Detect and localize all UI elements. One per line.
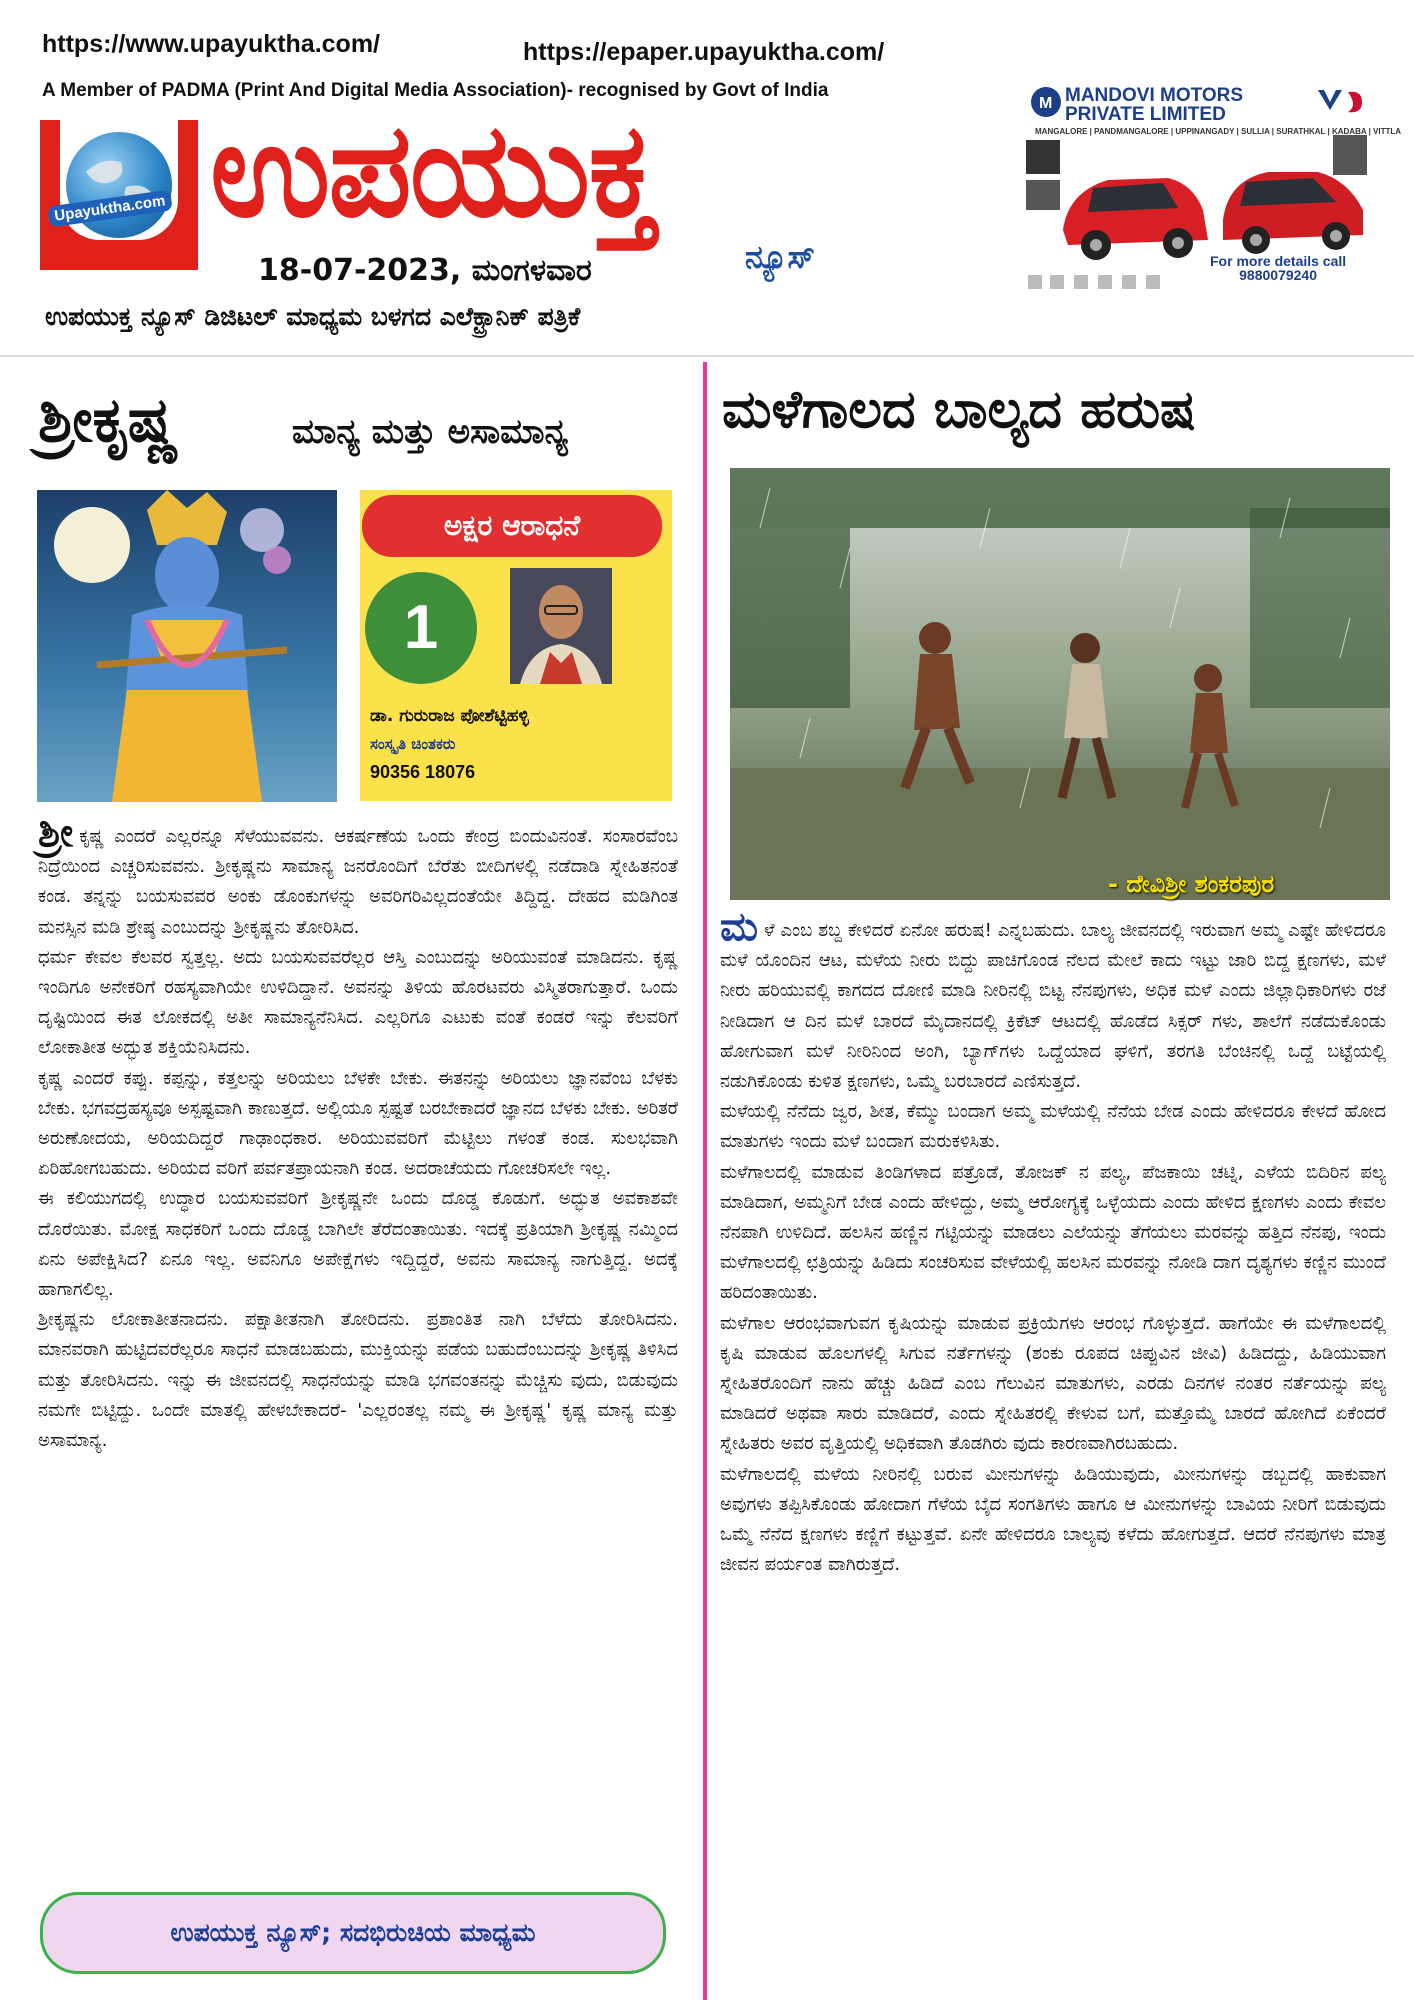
upayuktha-logo [40,120,198,270]
photo-credit: - ದೇವಿಶ್ರೀ ಶಂಕರಪುರ [1108,870,1275,898]
paragraph: ಕೃಷ್ಣ ಎಂದರೆ ಕಪ್ಪು. ಕಪ್ಪನ್ನು, ಕತ್ತಲನ್ನು ಅರಿಯಲು ಬೆಳಕೇ ಬೇಕು. ಈತನನ್ನು ಅರಿಯಲು ಜ್ಞಾನವೆಂಬ ಬೆಳಕು ಬೇಕು. ಭಗವದ್ರಹಸ್ಯವೂ ಅಸ್ಪಷ್ಟವಾಗಿ ಕಾಣುತ್ತದೆ. ಅಲ್ಲಿಯೂ ಸ್ಪಷ್ಟತೆ ಬರಬೇಕಾದರೆ ಜ್ಞಾನದ ಬೆಳಕು ಬೇಕು. ಅರಿತರೆ ಅರುಣೋದಯ, ಅರಿಯದಿದ್ದರೆ ಗಾಢಾಂಧಕಾರ. ಅರಿಯುವವರಿಗೆ ಮೆಟ್ಟಿಲು ಗಳಂತೆ ಕಂಡ. ಸುಲಭವಾಗಿ ಏರಿಹೋಗಬಹುದು. ಅರಿಯದ ವರಿಗೆ ಪರ್ವತಪ್ರಾಯನಾಗಿ ಕಂಡ. ಅದರಾಚೆಯದು ಗೋಚರಿಸಲೇ ಇಲ್ಲ. [38,1067,678,1180]
right-article-body [720,904,1386,1580]
author-photo [510,568,612,684]
header-rule [0,355,1414,357]
paragraph-text: ಕೃಷ್ಣ ಎಂದರೆ ಎಲ್ಲರನ್ನೂ ಸೆಳೆಯುವವನು. ಆಕರ್ಷಣೆಯ ಒಂದು ಕೇಂದ್ರ ಬಿಂದುವಿನಂತೆ. ಸಂಸಾರವೆಂಬ ನಿದ್ರೆಯಿಂದ ಎಚ್ಚರಿಸುವವನು. ಶ್ರೀಕೃಷ್ಣನು ಸಾಮಾನ್ಯ ಜನರೊಂದಿಗೆ ಬೆರೆತು ಬೀದಿಗಳಲ್ಲಿ ನಡೆದಾಡಿ ಸ್ನೇಹಿತನಂತೆ ಕಂಡ. ತನ್ನನ್ನು ಬಯಸುವವರ ಅಂಕು ಡೊಂಕುಗಳನ್ನು ಅವರಿಗರಿವಿಲ್ಲದಂತೆಯೇ ತಿದ್ದಿದ್ದ. ದೇಹದ ಮಡಿಗಿಂತ ಮನಸ್ಸಿನ ಮಡಿ ಶ್ರೇಷ್ಠ ಎಂಬುದನ್ನು ಶ್ರೀಕೃಷ್ಣನು ತೋರಿಸಿದ. [38,826,678,938]
logo-label: Upayuktha.com [47,189,172,227]
krishna-image [37,490,337,802]
paragraph: ಮಳೆಯಲ್ಲಿ ನೆನೆದು ಜ್ವರ, ಶೀತ, ಕೆಮ್ಮು ಬಂದಾಗ ಅಮ್ಮ ಮಳೆಯಲ್ಲಿ ನೆನೆಯ ಬೇಡ ಎಂದು ಹೇಳಿದರೂ ಕೇಳದೆ ಹೋದ ಮಾತುಗಳು ಇಂದು ಮಳೆ ಬಂದಾಗ ಮರುಕಳಿಸಿತು. [720,1101,1386,1153]
ad-brand-line1: MANDOVI MOTORS [1065,85,1244,106]
issue-date: 18-07-2023, ಮಂಗಳವಾರ [258,253,592,288]
epaper-url[interactable]: https://epaper.upayuktha.com/ [523,38,885,66]
svg-text:M: M [1039,95,1053,112]
ad-branches: MANGALORE | PANDMANGALORE | UPPINANGADY | SULLIA | SURATHKAL | KADABA | VITTLA [1035,127,1402,136]
tagline: ಉಪಯುಕ್ತ ನ್ಯೂಸ್ ಡಿಜಿಟಲ್ ಮಾಧ್ಯಮ ಬಳಗದ ಎಲೆಕ್ಟ್ರಾನಿಕ್ ಪತ್ರಿಕೆ [45,302,581,331]
children-in-rain-photo [730,468,1390,900]
left-article-subtitle: ಮಾನ್ಯ ಮತ್ತು ಅಸಾಮಾನ್ಯ [292,412,569,452]
masthead-title: ಉಪಯುಕ್ತ [210,94,656,246]
membership-line: A Member of PADMA (Print And Digital Media Association)- recognised by Govt of India [42,80,829,101]
ad-brand-name [1065,86,1243,124]
ad-contact-line1: For more details call [1210,253,1347,269]
drop-cap: ಮ [720,904,759,950]
paragraph [38,810,678,943]
news-label: ನ್ಯೂಸ್ [745,238,815,276]
paragraph: ಧರ್ಮ ಕೇವಲ ಕೆಲವರ ಸ್ವತ್ತಲ್ಲ. ಅದು ಬಯಸುವವರೆಲ್ಲರ ಆಸ್ತಿ ಎಂಬುದನ್ನು ಅರಿಯುವಂತೆ ಮಾಡಿದನು. ಕೃಷ್ಣ ಇಂದಿಗೂ ಅನೇಕರಿಗೆ ರಹಸ್ಯವಾಗಿಯೇ ಉಳಿದಿದ್ದಾನೆ. ಅವನನ್ನು ತಿಳಿಯ ಹೊರಟವರು ವಿಸ್ಮಿತರಾಗುತ್ತಾರೆ. ಒಂದು ದೃಷ್ಟಿಯಿಂದ ಈತ ಲೋಕದಲ್ಲಿ ಅತೀ ಸಾಮಾನ್ಯನೆನಿಸಿದ. ಎಲ್ಲರಿಗೂ ಎಟುಕು ವಂತೆ ಕಂಡರೆ ಇನ್ನು ಕೆಲವರಿಗೆ ಲೋಕಾತೀತ ಅದ್ಭುತ ಶಕ್ತಿಯೆನಿಸಿದನು. [38,946,678,1059]
column-badge: ಅಕ್ಷರ ಆರಾಧನೆ [362,495,662,557]
ad-contact-phone: 9880079240 [1239,267,1318,283]
ad-brand-line2: PRIVATE LIMITED [1065,104,1226,125]
paragraph: ಶ್ರೀಕೃಷ್ಣನು ಲೋಕಾತೀತನಾದನು. ಪಕ್ಷಾತೀತನಾಗಿ ತೋರಿದನು. ಪ್ರಶಾಂತಿತ ನಾಗಿ ಬೆಳೆದು ತೋರಿಸಿದನು. ಮಾನವರಾಗಿ ಹುಟ್ಟಿದವರೆಲ್ಲರೂ ಸಾಧನೆ ಮಾಡಬಹುದು, ಮುಕ್ತಿಯನ್ನು ಪಡೆಯ ಬಹುದೆಂಬುದನ್ನು ಶ್ರೀಕೃಷ್ಣ ತಿಳಿಸಿದ ಮತ್ತು ತೋರಿಸಿದನು. ಇನ್ನು ಈ ಜೀವನದಲ್ಲಿ ಸಾಧನೆಯನ್ನು ಮಾಡಿ ಭಗವಂತನನ್ನು ಮೆಚ್ಚಿಸು ವುದು, ಬಿಡುವುದು ನಮಗೇ ಬಿಟ್ಟಿದ್ದು. ಒಂದೇ ಮಾತಲ್ಲಿ ಹೇಳಬೇಕಾದರೆ- 'ಎಲ್ಲರಂತಲ್ಲ ನಮ್ಮ ಈ ಶ್ರೀಕೃಷ್ಣ' ಕೃಷ್ಣ ಮಾನ್ಯ ಮತ್ತು ಅಸಾಮಾನ್ಯ. [38,1309,678,1452]
paragraph: ಮಳೆಗಾಲದಲ್ಲಿ ಮಳೆಯ ನೀರಿನಲ್ಲಿ ಬರುವ ಮೀನುಗಳನ್ನು ಹಿಡಿಯುವುದು, ಮೀನುಗಳನ್ನು ಡಬ್ಬದಲ್ಲಿ ಹಾಕುವಾಗ ಅವುಗಳು ತಪ್ಪಿಸಿಕೊಂಡು ಹೋದಾಗ ಗೆಳೆಯ ಬೈದ ಸಂಗತಿಗಳು ಹಾಗೂ ಆ ಮೀನುಗಳನ್ನು ಬಾವಿಯ ನೀರಿಗೆ ಬಿಡುವುದು ಒಮ್ಮೆ ನೆನೆದ ಕ್ಷಣಗಳು ಕಣ್ಣಿಗೆ ಕಟ್ಟುತ್ತವೆ. ಏನೇ ಹೇಳಿದರೂ ಬಾಲ್ಯವು ಕಳೆದು ಹೋಗುತ್ತದೆ. ಆದರೆ ನೆನಪುಗಳು ಮಾತ್ರ ಜೀವನ ಪರ್ಯಂತ ವಾಗಿರುತ್ತದೆ. [720,1463,1386,1576]
paragraph [720,904,1386,1097]
author-role: ಸಂಸ್ಕೃತಿ ಚಿಂತಕರು [370,735,456,753]
left-article-title: ಶ್ರೀಕೃಷ್ಣ [38,383,179,456]
author-name: ಡಾ. ಗುರುರಾಜ ಪೋಶೆಟ್ಟಿಹಳ್ಳಿ [370,706,529,726]
right-article-title: ಮಳೆಗಾಲದ ಬಾಲ್ಯದ ಹರುಷ [722,380,1196,440]
column-divider [703,362,707,2000]
paragraph: ಮಳೆಗಾಲ ಆರಂಭವಾಗುವಗ ಕೃಷಿಯನ್ನು ಮಾಡುವ ಪ್ರಕ್ರಿಯೆಗಳು ಆರಂಭ ಗೊಳ್ಳುತ್ತದೆ. ಹಾಗೆಯೇ ಈ ಮಳೆಗಾಲದಲ್ಲಿ ಕೃಷಿ ಮಾಡುವ ಹೊಲಗಳಲ್ಲಿ ಸಿಗುವ ನರ್ತೆಗಳನ್ನು (ಶಂಕು ರೂಪದ ಚಿಪ್ಪುವಿನ ಜೀವಿ) ಹಿಡಿದದ್ದು, ಹಿಡಿಯುವಾಗ ಸ್ನೇಹಿತರೊಂದಿಗೆ ನಾನು ಹೆಚ್ಚು ಹಿಡಿದೆ ಎಂಬ ಗೆಲುವಿನ ಮಾತುಗಳು, ಎರಡು ದಿನಗಳ ನಂತರ ನರ್ತೆಯನ್ನು ಪಲ್ಯ ಮಾಡಿದರೆ ಅಥವಾ ಸಾರು ಮಾಡಿದರೆ, ಎಂದು ಸ್ನೇಹಿತರಲ್ಲಿ ಕೇಳುವ ಬಗೆ, ಮತ್ತೊಮ್ಮೆ ಬಾರದೆ ಹೋಗಿದೆ ಏಕೆಂದರೆ ಸ್ನೇಹಿತರು ಅವರ ವೃತ್ತಿಯಲ್ಲಿ ಅಧಿಕವಾಗಿ ತೊಡಗಿರು ವುದು ಕಾರಣವಾಗಿರಬಹುದು. [720,1312,1386,1455]
column-number: 1 [365,572,477,684]
paragraph: ಮಳೆಗಾಲದಲ್ಲಿ ಮಾಡುವ ತಿಂಡಿಗಳಾದ ಪತ್ರೊಡೆ, ತೋಜಕ್ ನ ಪಲ್ಯ, ಪೆಜಕಾಯಿ ಚಟ್ನಿ, ಎಳೆಯ ಬಿದಿರಿನ ಪಲ್ಯ ಮಾಡಿದಾಗ, ಅಮ್ಮನಿಗೆ ಬೇಡ ಎಂದು ಹೇಳಿದ್ದು, ಅಮ್ಮ ಆರೋಗ್ಯಕ್ಕೆ ಒಳ್ಳೆಯದು ಎಂದು ಹೇಳಿದ ಕ್ಷಣಗಳು ಎಂದು ಕೇವಲ ನೆನಪಾಗಿ ಉಳಿದಿದೆ. ಹಲಸಿನ ಹಣ್ಣಿನ ಗಟ್ಟಿಯನ್ನು ಮಾಡಲು ಎಲೆಯನ್ನು ತೆಗೆಯಲು ಮರವನ್ನು ಹತ್ತಿದ ನೆನಪು, ಇಂದು ಮಳೆಗಾಲದಲ್ಲಿ ಛತ್ರಿಯನ್ನು ಹಿಡಿದು ಸಂಚರಿಸುವ ವೇಳೆಯಲ್ಲಿ ಹಲಸಿನ ಮರವನ್ನು ನೋಡಿ ದಾಗ ದೃಶ್ಯಗಳು ಕಣ್ಣಿನ ಮುಂದೆ ಹರಿದಂತಾಯಿತು. [720,1161,1386,1304]
left-article-body [38,810,678,1456]
ad-contact[interactable] [1210,254,1346,282]
author-phone[interactable]: 90356 18076 [370,762,476,782]
paragraph-text: ಳೆ ಎಂಬ ಶಬ್ದ ಕೇಳಿದರೆ ಏನೋ ಹರುಷ! ಎನ್ನಬಹುದು. ಬಾಲ್ಯ ಜೀವನದಲ್ಲಿ ಇರುವಾಗ ಅಮ್ಮ ಎಷ್ಟೇ ಹೇಳಿದರೂ ಮಳೆ ಯೊಂದಿನ ಆಟ, ಮಳೆಯ ನೀರು ಬಿದ್ದು ಪಾಚಿಗೊಂಡ ನೆಲದ ಮೇಲೆ ಕಾದು ಇಟ್ಟು ಜಾರಿ ಬಿದ್ದ ಕ್ಷಣಗಳು, ಮಳೆ ನೀರು ಹರಿಯುವಲ್ಲಿ ಕಾಗದದ ದೋಣಿ ಮಾಡಿ ನೀರಿನಲ್ಲಿ ಬಿಟ್ಟ ನೆನಪುಗಳು, ಅಧಿಕ ಮಳೆ ಎಂದು ಜಿಲ್ಲಾಧಿಕಾರಿಗಳು ರಜೆ ನೀಡಿದಾಗ ಆ ದಿನ ಮಳೆ ಬಾರದೆ ಮೈದಾನದಲ್ಲಿ ಕ್ರಿಕೆಟ್ ಆಟದಲ್ಲಿ ಹೊಡೆದ ಸಿಕ್ಸರ್ ಗಳು, ಶಾಲೆಗೆ ನಡೆದುಕೊಂಡು ಹೋಗುವಾಗ ಮಳೆ ನೀರಿನಿಂದ ಅಂಗಿ, ಬ್ಯಾಗ್‌ಗಳು ಒದ್ದೆಯಾದ ಘಳಿಗೆ, ತರಗತಿ ಬೆಂಚಿನಲ್ಲಿ ಒದ್ದೆ ಬಟ್ಟೆಯಲ್ಲಿ ನಡುಗಿಕೊಂಡು ಕುಳಿತ ಕ್ಷಣಗಳು, ಒಮ್ಮೆ ಬರಬಾರದೆ ಎಣಿಸುತ್ತದೆ. [720,920,1386,1093]
drop-cap: ಶ್ರೀ [38,810,74,856]
website-url[interactable]: https://www.upayuktha.com/ [42,30,380,58]
footer-slogan: ಉಪಯುಕ್ತ ನ್ಯೂಸ್; ಸದಭಿರುಚಿಯ ಮಾಧ್ಯಮ [40,1892,666,1974]
paragraph: ಈ ಕಲಿಯುಗದಲ್ಲಿ ಉದ್ಧಾರ ಬಯಸುವವರಿಗೆ ಶ್ರೀಕೃಷ್ಣನೇ ಒಂದು ದೊಡ್ಡ ಕೊಡುಗೆ. ಅದ್ಭುತ ಅವಕಾಶವೇ ದೊರೆಯಿತು. ಮೋಕ್ಷ ಸಾಧಕರಿಗೆ ಒಂದು ದೊಡ್ಡ ಬಾಗಿಲೇ ತೆರೆದಂತಾಯಿತು. ಇದಕ್ಕೆ ಪ್ರತಿಯಾಗಿ ಶ್ರೀಕೃಷ್ಣ ನಮ್ಮಿಂದ ಏನು ಅಪೇಕ್ಷಿಸಿದ? ಏನೂ ಇಲ್ಲ. ಅವನಿಗೂ ಅಪೇಕ್ಷೆಗಳು ಇದ್ದಿದ್ದರೆ, ಅವನು ಸಾಮಾನ್ಯ ನಾಗುತ್ತಿದ್ದ. ಅದಕ್ಕೆ ಹಾಗಾಗಲಿಲ್ಲ. [38,1188,678,1301]
